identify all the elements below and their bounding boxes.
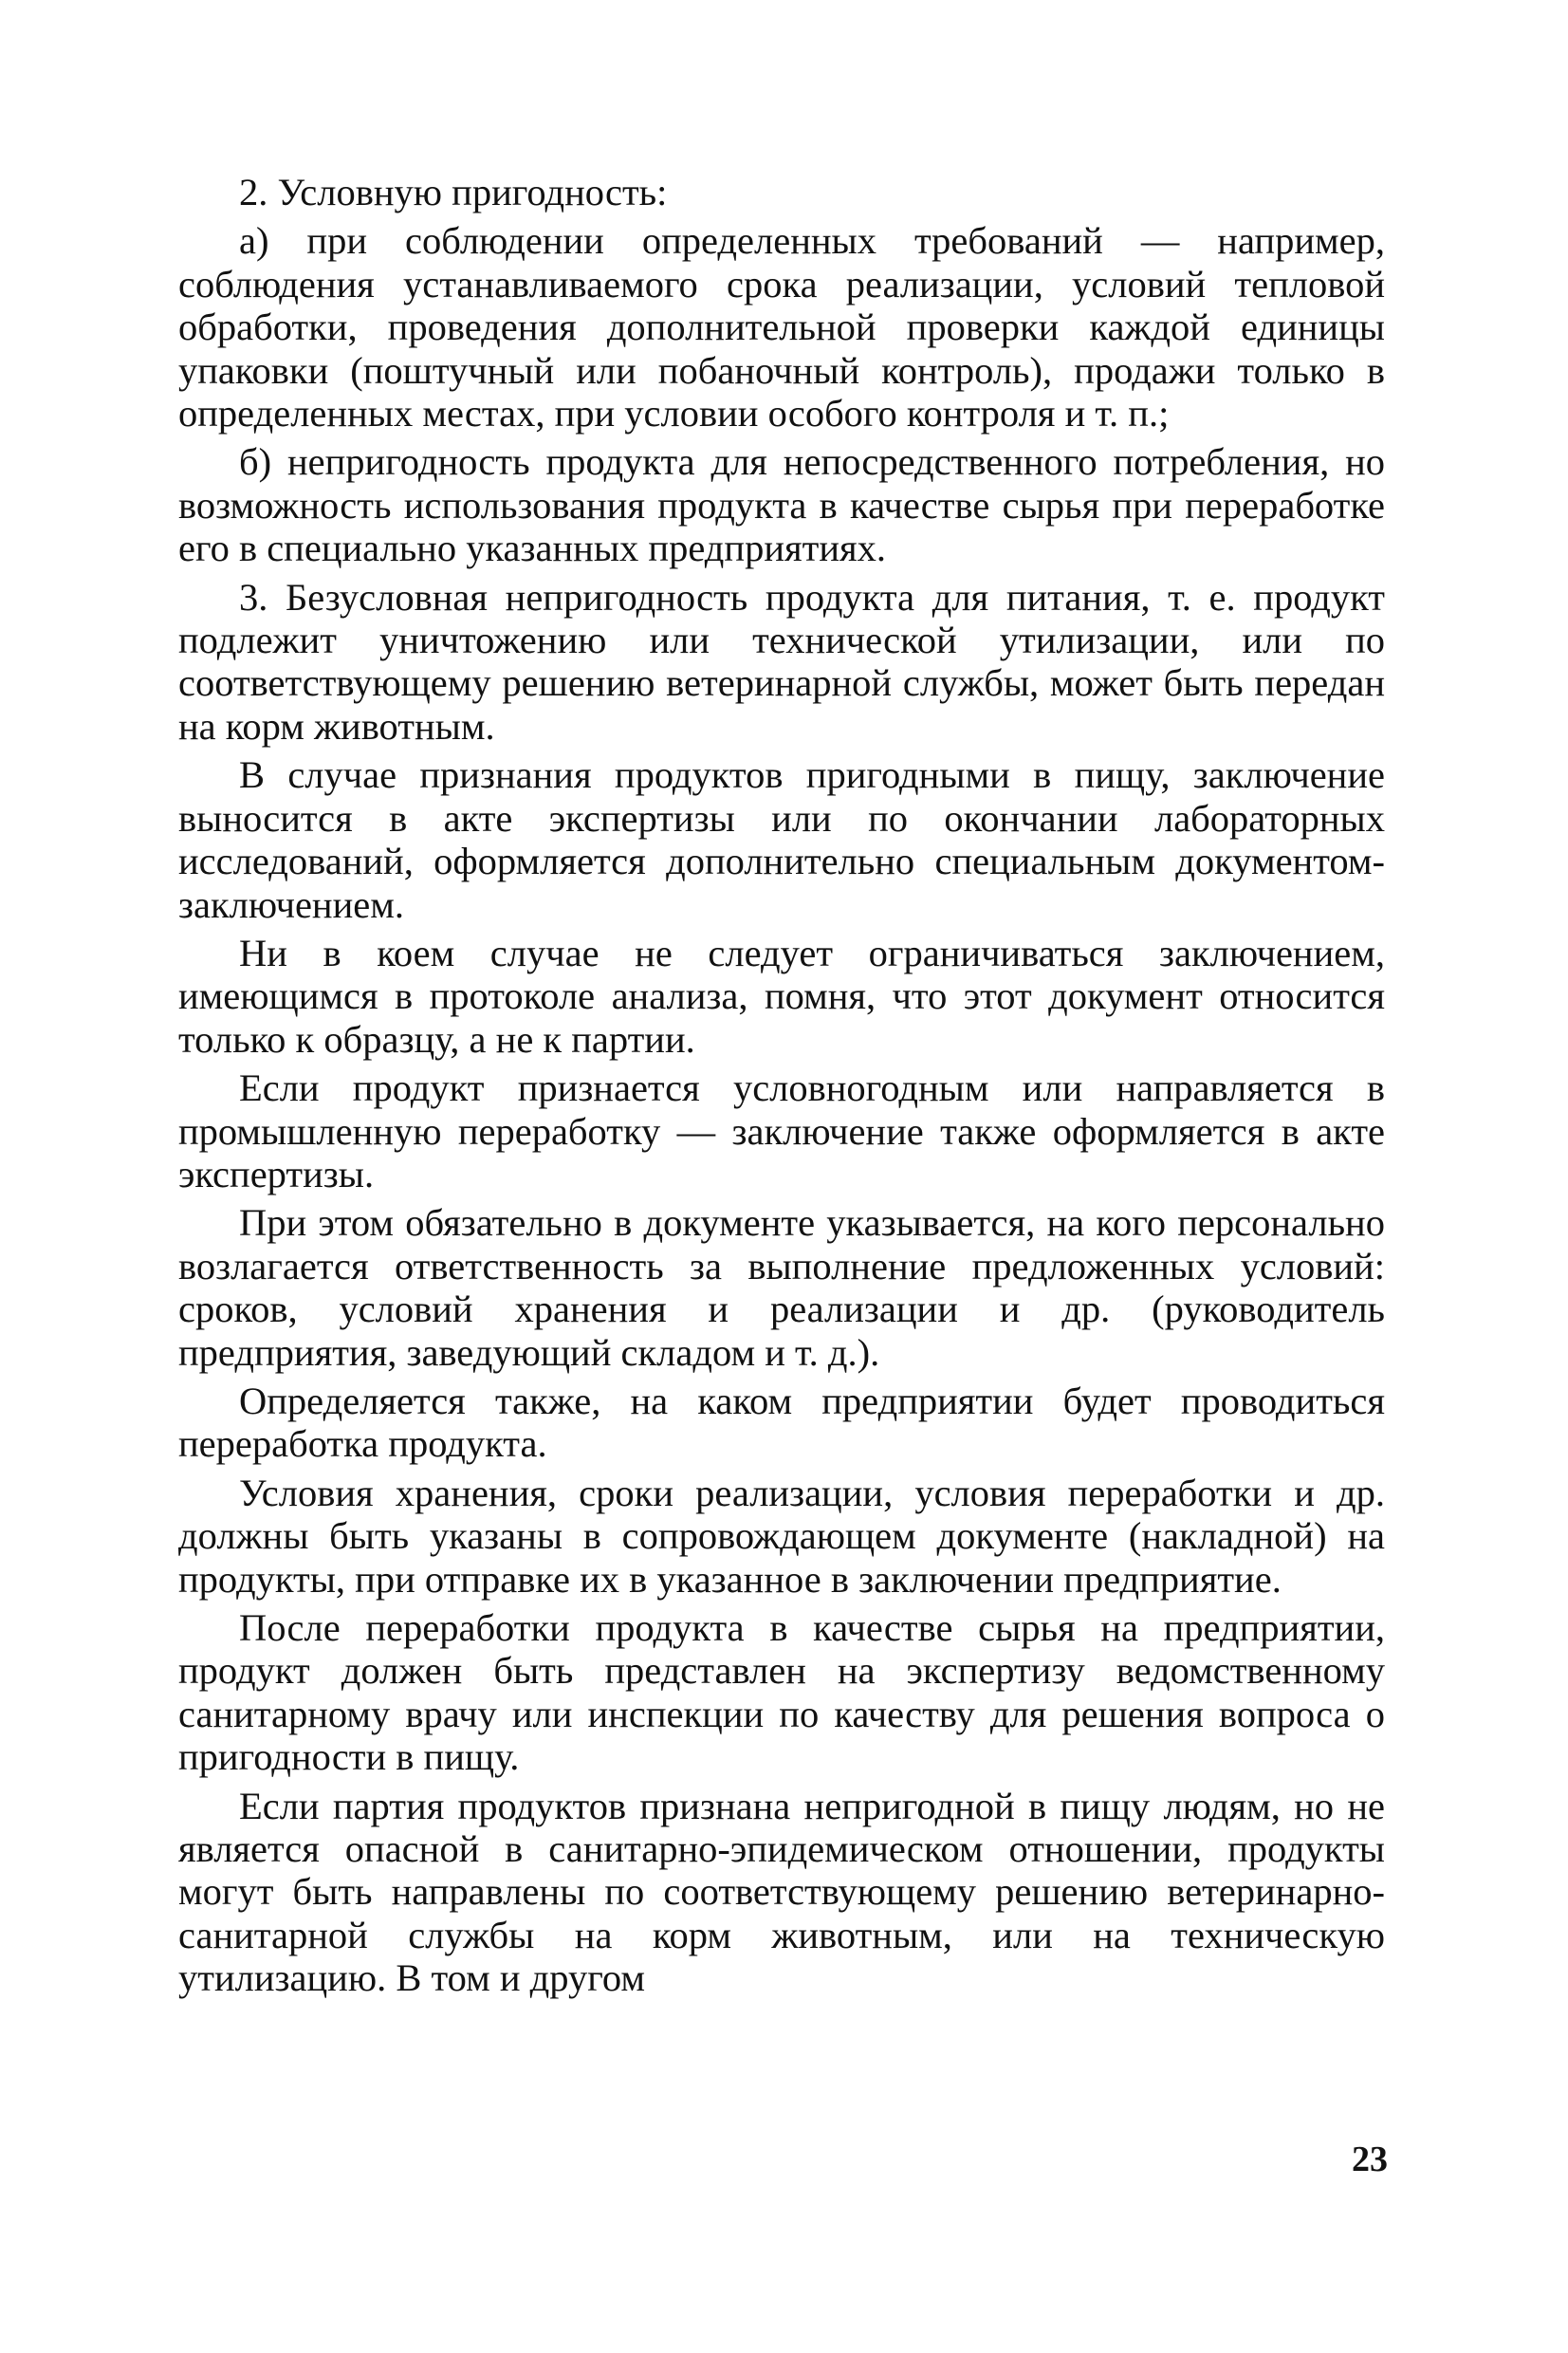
paragraph-unconditional-unfitness: 3. Безусловная непригодность продукта для питания, т. е. продукт подлежит уничтожению или технической утилизации, или по соответствующему решению ветеринарной службы, может быть передан на корм животным. [178,575,1385,748]
paragraph-processing-enterprise: Определяется также, на каком предприятии будет проводиться переработка продукта. [178,1379,1385,1466]
paragraph-conditional-fitness-heading: 2. Условную пригодность: [239,171,668,213]
paragraph-responsibility: При этом обязательно в документе указывается, на кого персонально возлагается ответственность за выполнение предложенных условий: сроков, условий хранения и реализации и др. (руководитель предприятия, заведующий складом и т. д.). [178,1201,1385,1374]
paragraph-item-a: а) при соблюдении определенных требований — например, соблюдения устанавливаемого срока реализации, условий тепловой обработки, проведения дополнительной проверки каждой единицы упаковки (поштучный или побаночный контроль), продажи только в определенных местах, при условии особого контроля и т. п.; [178,219,1385,435]
paragraph-after-processing: После переработки продукта в качестве сырья на предприятии, продукт должен быть представлен на экспертизу ведомственному санитарному врачу или инспекции по качеству для решения вопроса о пригодности в пищу. [178,1606,1385,1779]
paragraph-fit-conclusion: В случае признания продуктов пригодными в пищу, заключение выносится в акте экспертизы или по окончании лабораторных исследований, оформляется дополнительно специальным документом-заключением. [178,753,1385,926]
page-number: 23 [1352,2140,1388,2179]
paragraph-conditional-processing: Если продукт признается условногодным или направляется в промышленную переработку — заключение также оформляется в акте экспертизы. [178,1066,1385,1195]
paragraph-protocol-warning: Ни в коем случае не следует ограничиваться заключением, имеющимся в протоколе анализа, помня, что этот документ относится только к образцу, а не к партии. [178,931,1385,1061]
page-body [178,171,1385,2006]
paragraph-item-b: б) непригодность продукта для непосредственного потребления, но возможность использования продукта в качестве сырья при переработке его в специально указанных предприятиях. [178,440,1385,570]
paragraph-animal-feed: Если партия продуктов признана непригодной в пищу людям, но не является опасной в санитарно-эпидемическом отношении, продукты могут быть направлены по соответствующему решению ветеринарно-санитарной службы на корм животным, или на техническую утилизацию. В том и другом [178,1784,1385,2000]
paragraph-storage-conditions: Условия хранения, сроки реализации, условия переработки и др. должны быть указаны в сопровождающем документе (накладной) на продукты, при отправке их в указанное в заключении предприятие. [178,1471,1385,1601]
